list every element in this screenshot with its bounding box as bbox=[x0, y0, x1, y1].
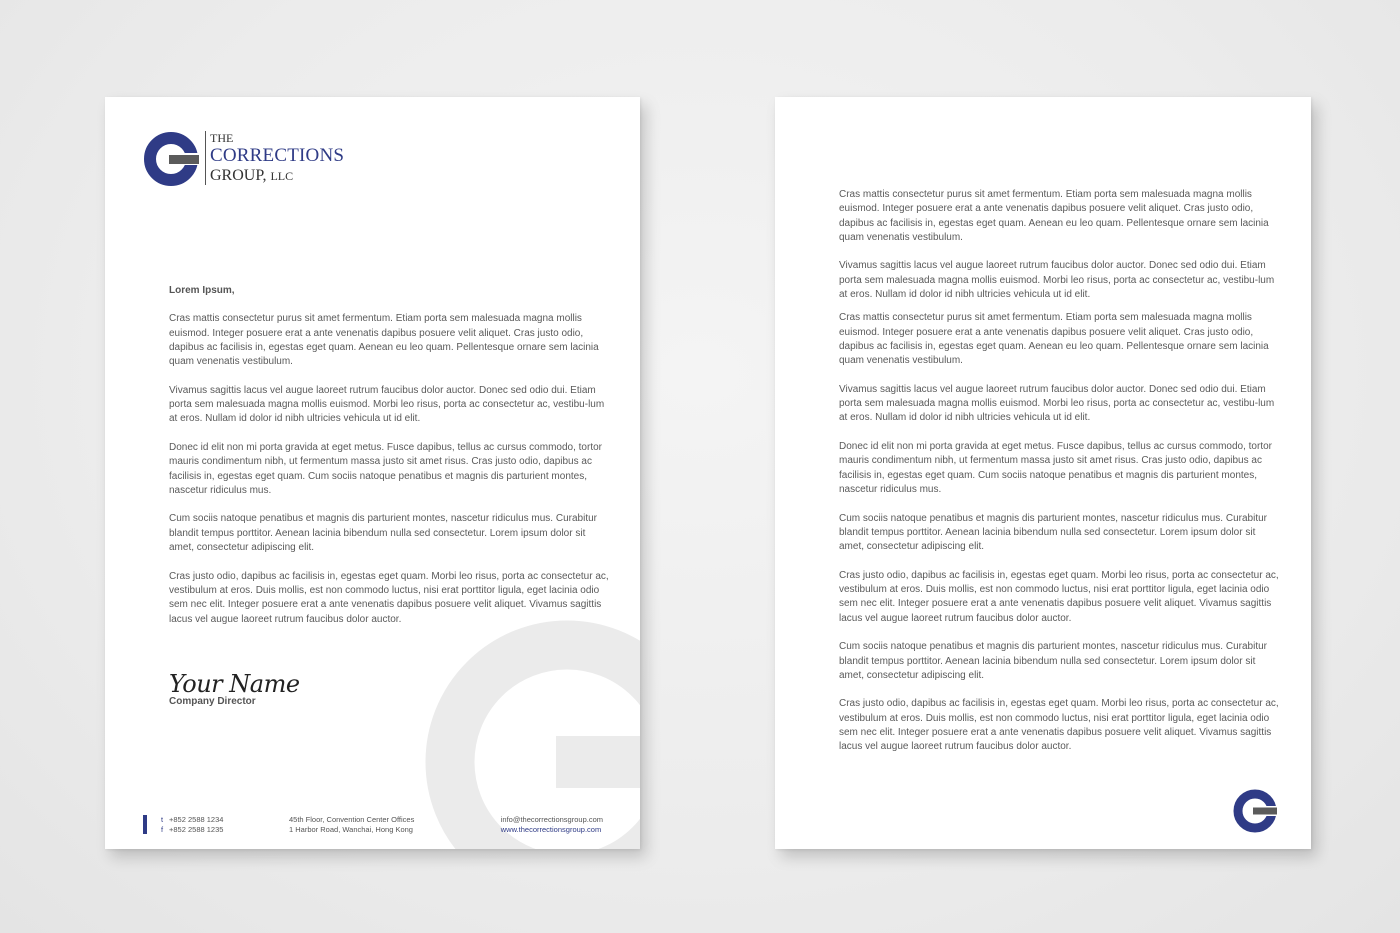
signature: Your Name bbox=[169, 670, 300, 698]
address-line-2: 1 Harbor Road, Wanchai, Hong Kong bbox=[289, 824, 413, 834]
footer-email: info@thecorrectionsgroup.com bbox=[500, 815, 603, 824]
letter-paragraph: Cras mattis consectetur purus sit amet fermentum. Etiam porta sem malesuada magna mollis euismod. Integer posuere erat a ante venenatis dapibus posuere velit aliquet. Cras justo odio, dapibus ac facilisis in, egestas eget quam. Aenean eu leo quam. Pellentesque ornare sem lacinia quam venenatis vestibulum. bbox=[839, 312, 1269, 367]
letter-body bbox=[839, 188, 1279, 769]
letter-paragraph: Cras mattis consectetur purus sit amet fermentum. Etiam porta sem malesuada magna mollis euismod. Integer posuere erat a ante venenatis dapibus posuere velit aliquet. Cras justo odio, dapibus ac facilisis in, egestas eget quam. Aenean eu leo quam. Pellentesque ornare sem lacinia quam venenatis vestibulum. bbox=[839, 189, 1269, 243]
footer-phones bbox=[161, 815, 223, 834]
letterhead-page-1 bbox=[105, 97, 640, 849]
footer-accent-bar bbox=[143, 815, 147, 834]
letter-paragraph: Vivamus sagittis lacus vel augue laoreet rutrum faucibus dolor auctor. Donec sed odio dui. Etiam porta sem malesuada magna mollis euismod. Morbi leo risus, porta ac consectetur ac, vestibu-lum at eros. Nullam id dolor id nibh ultricies vehicula ut id elit. bbox=[839, 260, 1275, 301]
logo-group-line bbox=[210, 168, 344, 184]
letter-paragraph: Vivamus sagittis lacus vel augue laoreet rutrum faucibus dolor auctor. Donec sed odio dui. Etiam porta sem malesuada magna mollis euismod. Morbi leo risus, porta ac consectetur ac, vestibu-lum at eros. Nullam id dolor id nibh ultricies vehicula ut id elit. bbox=[169, 384, 605, 425]
letter-paragraph: Cras justo odio, dapibus ac facilisis in, egestas eget quam. Morbi leo risus, porta ac consectetur ac, vestibulum at eros. Duis mollis, est non commodo luctus, nisi erat porttitor ligula, eget lacinia odio sem nec elit. Integer posuere erat a ante venenatis dapibus posuere velit aliquet. Vivamus sagittis lacus vel augue laoreet rutrum faucibus dolor auctor. bbox=[169, 570, 609, 625]
logo-divider bbox=[205, 131, 206, 185]
logo-corrections: CORRECTIONS bbox=[210, 145, 345, 166]
footer-contact bbox=[501, 815, 603, 834]
address-line-1: 45th Floor, Convention Center Offices bbox=[289, 815, 415, 824]
logo-group: GROUP, bbox=[210, 167, 267, 184]
logo-mark-small-icon bbox=[1232, 788, 1278, 834]
letter-paragraph: Donec id elit non mi porta gravida at eget metus. Fusce dapibus, tellus ac cursus commodo, tortor mauris condimentum nibh, ut fermentum massa justo sit amet risus. Cras justo odio, dapibus ac facilisis in, egestas eget quam. Cum sociis natoque penatibus et magnis dis parturient montes, nascetur ridiculus mus. bbox=[169, 441, 602, 496]
letter-paragraph: Cum sociis natoque penatibus et magnis dis parturient montes, nascetur ridiculus mus. Curabitur blandit tempus porttitor. Aenean lacinia bibendum nulla sed consectetur. Lorem ipsum dolor sit amet, consectetur adipiscing elit. bbox=[839, 512, 1267, 553]
letter-paragraph: Cras mattis consectetur purus sit amet fermentum. Etiam porta sem malesuada magna mollis euismod. Integer posuere erat a ante venenatis dapibus posuere velit aliquet. Cras justo odio, dapibus ac facilisis in, egestas eget quam. Aenean eu leo quam. Pellentesque ornare sem lacinia quam venenatis vestibulum. bbox=[169, 313, 599, 368]
footer-address bbox=[289, 815, 414, 834]
phone-label: t bbox=[161, 815, 164, 824]
letter-paragraph: Cum sociis natoque penatibus et magnis dis parturient montes, nascetur ridiculus mus. Curabitur blandit tempus porttitor. Aenean lacinia bibendum nulla sed consectetur. Lorem ipsum dolor sit amet, consectetur adipiscing elit. bbox=[839, 641, 1267, 681]
company-logo bbox=[143, 129, 353, 189]
logo-mark-icon bbox=[143, 131, 199, 187]
letter-paragraph: Donec id elit non mi porta gravida at eget metus. Fusce dapibus, tellus ac cursus commodo, tortor mauris condimentum nibh, ut fermentum massa justo sit amet risus. Cras justo odio, dapibus ac facilisis in, egestas eget quam. Cum sociis natoque penatibus et magnis dis parturient montes, nascetur ridiculus mus. bbox=[839, 441, 1272, 495]
letter-paragraph: Vivamus sagittis lacus vel augue laoreet rutrum faucibus dolor auctor. Donec sed odio dui. Etiam porta sem malesuada magna mollis euismod. Morbi leo risus, porta ac consectetur ac, vestibu-lum at eros. Nullam id dolor id nibh ultricies vehicula ut id elit. bbox=[839, 383, 1275, 424]
signature-block bbox=[169, 670, 300, 707]
phone-number: +852 2588 1234 bbox=[169, 815, 224, 824]
fax-label: f bbox=[161, 824, 164, 834]
letter-body bbox=[169, 284, 609, 641]
logo-llc: LLC bbox=[270, 169, 294, 183]
letter-paragraph: Cum sociis natoque penatibus et magnis dis parturient montes, nascetur ridiculus mus. Curabitur blandit tempus porttitor. Aenean lacinia bibendum nulla sed consectetur. Lorem ipsum dolor sit amet, consectetur adipiscing elit. bbox=[169, 513, 597, 554]
letterhead-page-2 bbox=[775, 97, 1311, 849]
footer-website: www.thecorrectionsgroup.com bbox=[500, 824, 602, 834]
signature-title: Company Director bbox=[169, 696, 256, 707]
fax-number: +852 2588 1235 bbox=[169, 824, 224, 834]
letter-paragraph: Cras justo odio, dapibus ac facilisis in, egestas eget quam. Morbi leo risus, porta ac consectetur ac, vestibulum at eros. Duis mollis, est non commodo luctus, nisi erat porttitor ligula, eget lacinia odio sem nec elit. Integer posuere erat a ante venenatis dapibus posuere velit aliquet. Vivamus sagittis lacus vel augue laoreet rutrum faucibus dolor auctor. bbox=[839, 569, 1279, 624]
logo-the: THE bbox=[210, 131, 234, 145]
logo-wordmark bbox=[210, 129, 344, 184]
letterhead-footer bbox=[143, 814, 603, 838]
letter-paragraph: Cras justo odio, dapibus ac facilisis in, egestas eget quam. Morbi leo risus, porta ac consectetur ac, vestibulum at eros. Duis mollis, est non commodo luctus, nisi erat porttitor ligula, eget lacinia odio sem nec elit. Integer posuere erat a ante venenatis dapibus posuere velit aliquet. Vivamus sagittis lacus vel augue laoreet rutrum faucibus dolor auctor. bbox=[839, 698, 1279, 753]
salutation: Lorem Ipsum, bbox=[169, 285, 235, 296]
